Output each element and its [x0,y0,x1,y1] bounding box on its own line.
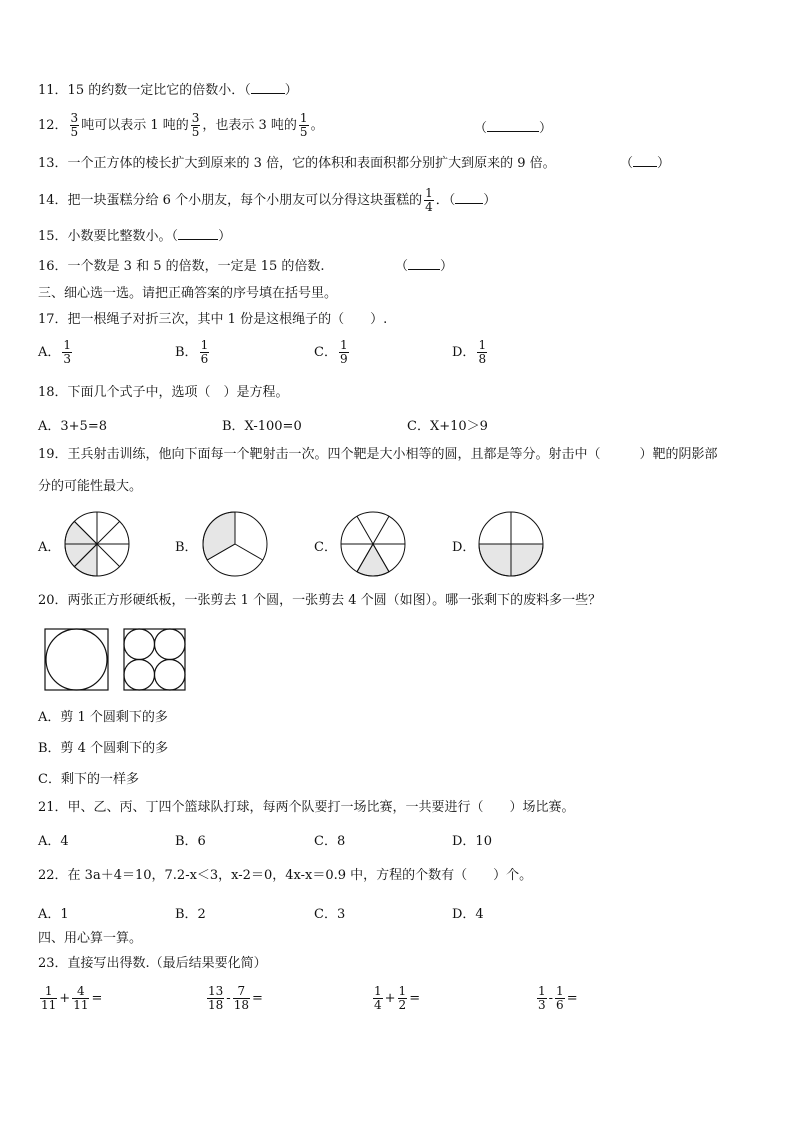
square-four-circles-figure [123,628,187,692]
q14-tail: ．（ [435,193,456,208]
q12-text-3: 。 [310,118,324,133]
q17-option-a[interactable]: A． $\frac{1}{3}$ [38,338,72,366]
q12-fraction-2: $\frac{3}{5}$ [191,111,200,139]
calc-item-3[interactable]: $\frac{1}{4}$ + $\frac{1}{2}$ = [374,984,421,1012]
calc-item-1[interactable]: $\frac{1}{11}$ + $\frac{4}{11}$ = [41,984,103,1012]
q21-text: 甲、乙、丙、丁四个篮球队打球，每两个队要打一场比赛，一共要进行（ ）场比赛。 [67,800,575,815]
question-16 [38,258,325,276]
q22-option-d[interactable]: D．4 [452,907,484,922]
q16-number: 16． [38,259,68,274]
q15-text: 小数要比整数小。（ [67,229,179,244]
section-3-heading: 三、细心选一选。请把正确答案的序号填在括号里。 [38,286,338,301]
q12-blank[interactable] [487,120,539,132]
q22-option-a[interactable]: A．1 [38,907,69,922]
q21-number: 21． [38,800,68,815]
q14-text: 把一块蛋糕分给 6 个小朋友，每个小朋友可以分得这块蛋糕的 [67,193,423,208]
question-20 [38,592,601,610]
q23-number: 23． [38,956,68,971]
section-4-heading: 四、用心算一算。 [38,931,143,946]
question-13 [38,155,556,173]
question-18 [38,384,289,402]
q19-label-a[interactable]: A． [38,540,61,555]
q12-text-1: 吨可以表示 1 吨的 [81,118,189,133]
question-21 [38,799,575,817]
question-14: 14．把一块蛋糕分给 6 个小朋友，每个小朋友可以分得这块蛋糕的 $\frac{1}{4}$ ．（ ） [38,186,497,214]
target-b-thirds[interactable] [202,511,268,577]
q17-option-b[interactable]: B． $\frac{1}{6}$ [175,338,209,366]
q22-option-b[interactable]: B．2 [175,907,206,922]
q11-close: ） [284,83,298,98]
q16-answer: （ ） [395,259,454,274]
q18-option-a[interactable]: A．3+5=8 [38,419,107,434]
q19-label-b[interactable]: B． [175,540,198,555]
q11-number: 11． [38,83,68,98]
q20-number: 20． [38,593,68,608]
q13-text: 一个正方体的棱长扩大到原来的 3 倍，它的体积和表面积都分别扩大到原来的 9 倍。 [67,156,556,171]
q20-text: 两张正方形硬纸板，一张剪去 1 个圆，一张剪去 4 个圆（如图）。哪一张剩下的废料多一些？ [67,593,602,608]
q15-blank[interactable] [178,228,218,240]
q18-number: 18． [38,385,68,400]
q12-text-2: ，也表示 3 吨的 [202,118,297,133]
q19-number: 19． [38,447,68,462]
question-12 [38,112,324,139]
q16-blank[interactable] [408,258,440,270]
question-17 [38,311,387,329]
q11-text: 15 的约数一定比它的倍数小．（ [67,83,251,98]
q13-blank[interactable] [633,155,657,167]
square-one-circle-figure [44,628,110,692]
q19-label-c[interactable]: C． [314,540,337,555]
q22-option-c[interactable]: C．3 [314,907,346,922]
q20-option-a[interactable]: A．剪 1 个圆剩下的多 [38,710,168,725]
q17-number: 17． [38,312,68,327]
q22-number: 22． [38,868,68,883]
question-22 [38,867,532,885]
q22-text: 在 3a＋4＝10，7.2-x＜3，x-2＝0，4x-x＝0.9 中，方程的个数有（ ）个。 [67,868,533,883]
q21-option-d[interactable]: D．10 [452,834,492,849]
q17-option-c[interactable]: C． $\frac{1}{9}$ [314,338,348,366]
q19-text-1: 王兵射击训练，他向下面每一个靶射击一次。四个靶是大小相等的圆，且都是等分。射击中（ ）靶的阴影部 [67,447,718,462]
q18-option-b[interactable]: B．X-100=0 [222,419,302,434]
calc-item-2[interactable]: $\frac{13}{18}$ - $\frac{7}{18}$ = [208,984,263,1012]
q20-option-b[interactable]: B．剪 4 个圆剩下的多 [38,741,169,756]
q17-text: 把一根绳子对折三次，其中 1 份是这根绳子的（ ）. [67,312,388,327]
target-d-quarters[interactable] [478,511,544,577]
q21-option-a[interactable]: A．4 [38,834,69,849]
q17-option-d[interactable]: D． $\frac{1}{8}$ [452,338,487,366]
q14-blank[interactable] [455,192,483,204]
q20-option-c[interactable]: C．剩下的一样多 [38,772,139,787]
target-c-sixths[interactable] [340,511,406,577]
calc-item-4[interactable]: $\frac{1}{3}$ - $\frac{1}{6}$ = [538,984,578,1012]
q12-fraction-1: $\frac{3}{5}$ [70,111,79,139]
q12-fraction-3: $\frac{1}{5}$ [299,111,308,139]
q13-number: 13． [38,156,68,171]
target-a-eighths[interactable] [64,511,130,577]
q19-text-2: 分的可能性最大。 [38,479,143,494]
question-19 [38,446,718,464]
q11-blank[interactable] [251,82,285,94]
q18-text: 下面几个式子中，选项（ ）是方程。 [67,385,289,400]
q21-option-c[interactable]: C．8 [314,834,346,849]
q15-number: 15． [38,229,68,244]
q13-answer: （ ） [620,156,671,171]
question-11 [38,82,298,100]
q12-number: 12． [38,118,68,133]
q16-text: 一个数是 3 和 5 的倍数，一定是 15 的倍数. [67,259,325,274]
q19-label-d[interactable]: D． [452,540,476,555]
q14-number: 14． [38,193,68,208]
question-15: 15．小数要比整数小。（ ） [38,229,232,244]
q18-option-c[interactable]: C．X+10＞9 [407,419,488,434]
q12-answer: （ ） [474,121,553,136]
question-23 [38,955,267,973]
q23-text: 直接写出得数.（最后结果要化简） [67,956,267,971]
q21-option-b[interactable]: B．6 [175,834,206,849]
q14-fraction: $\frac{1}{4}$ [425,186,433,214]
